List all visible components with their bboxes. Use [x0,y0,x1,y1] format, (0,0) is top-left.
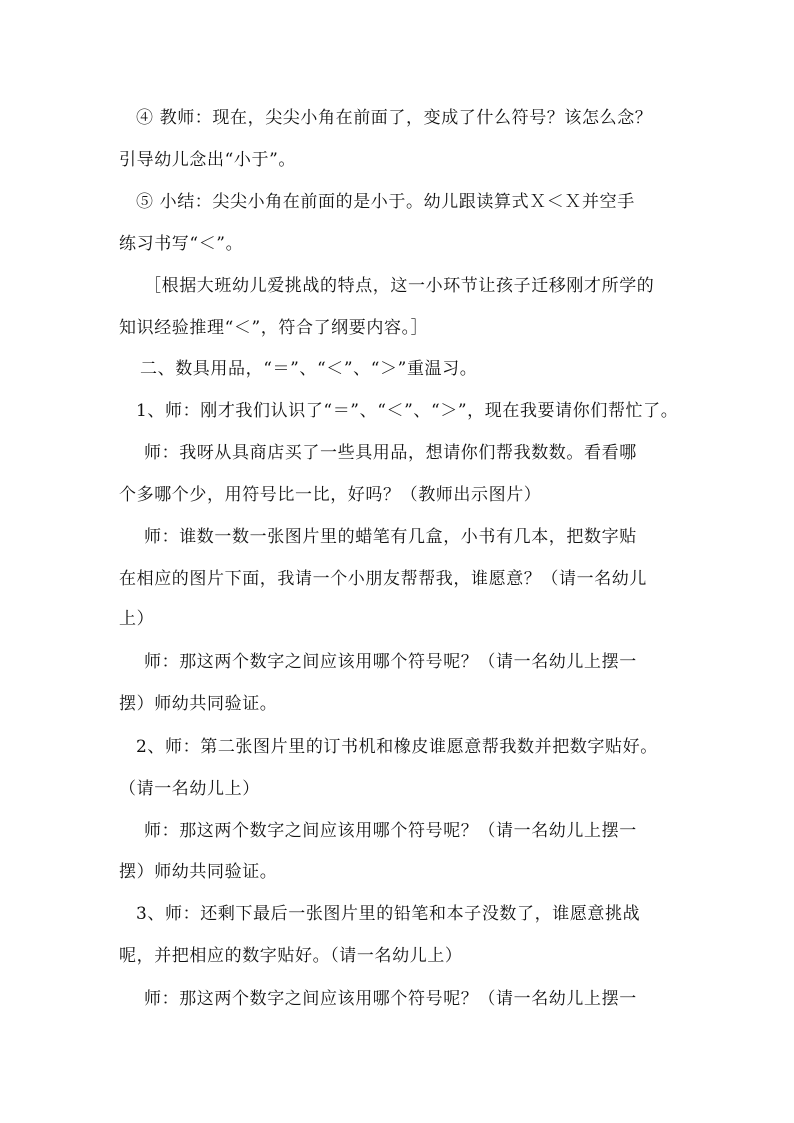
text-line: 师：那这两个数字之间应该用哪个符号呢？（请一名幼儿上摆一 [144,652,637,672]
text-line: 2、师：第二张图片里的订书机和橡皮谁愿意帮我数并把数字贴好。 [136,737,658,757]
text-line: ⑤ 小结：尖尖小角在前面的是小于。幼儿跟读算式Ｘ＜Ｘ并空手 [136,192,635,212]
text-line: 3、师：还剩下最后一张图片里的铅笔和本子没数了，谁愿意挑战 [136,904,641,924]
text-line: 呢，并把相应的数字贴好。（请一名幼儿上） [119,946,463,966]
text-line: 1、师：刚才我们认识了“＝”、“＜”、“＞”，现在我要请你们帮忙了。 [136,401,679,421]
text-line: 摆）师幼共同验证。 [119,862,278,882]
text-line: ［根据大班幼儿爱挑战的特点，这一小环节让孩子迁移刚才所学的 [144,276,655,296]
section-heading: 二、数具用品，“＝”、“＜”、“＞”重温习。 [140,359,478,379]
text-line: 师：谁数一数一张图片里的蜡笔有几盒，小书有几本，把数字贴 [144,527,637,547]
text-line: 在相应的图片下面，我请一个小朋友帮帮我，谁愿意？（请一名幼儿 [119,569,647,589]
text-line: 师：那这两个数字之间应该用哪个符号呢？（请一名幼儿上摆一 [144,821,637,841]
text-line: 知识经验推理“＜”，符合了纲要内容。］ [119,318,429,338]
text-line: 师：我呀从具商店买了一些具用品，想请你们帮我数数。看看哪 [144,443,637,463]
text-line: （请一名幼儿上） [119,779,260,799]
text-line: 练习书写“＜”。 [119,234,244,254]
text-line: 师：那这两个数字之间应该用哪个符号呢？（请一名幼儿上摆一 [144,989,637,1009]
text-line: ④ 教师：现在，尖尖小角在前面了，变成了什么符号？该怎么念？ [136,108,653,128]
text-line: 引导幼儿念出“小于”。 [119,150,296,170]
text-line: 个多哪个少，用符号比一比，好吗？（教师出示图片） [119,485,542,505]
text-line: 上） [119,609,155,629]
text-line: 摆）师幼共同验证。 [119,694,278,714]
